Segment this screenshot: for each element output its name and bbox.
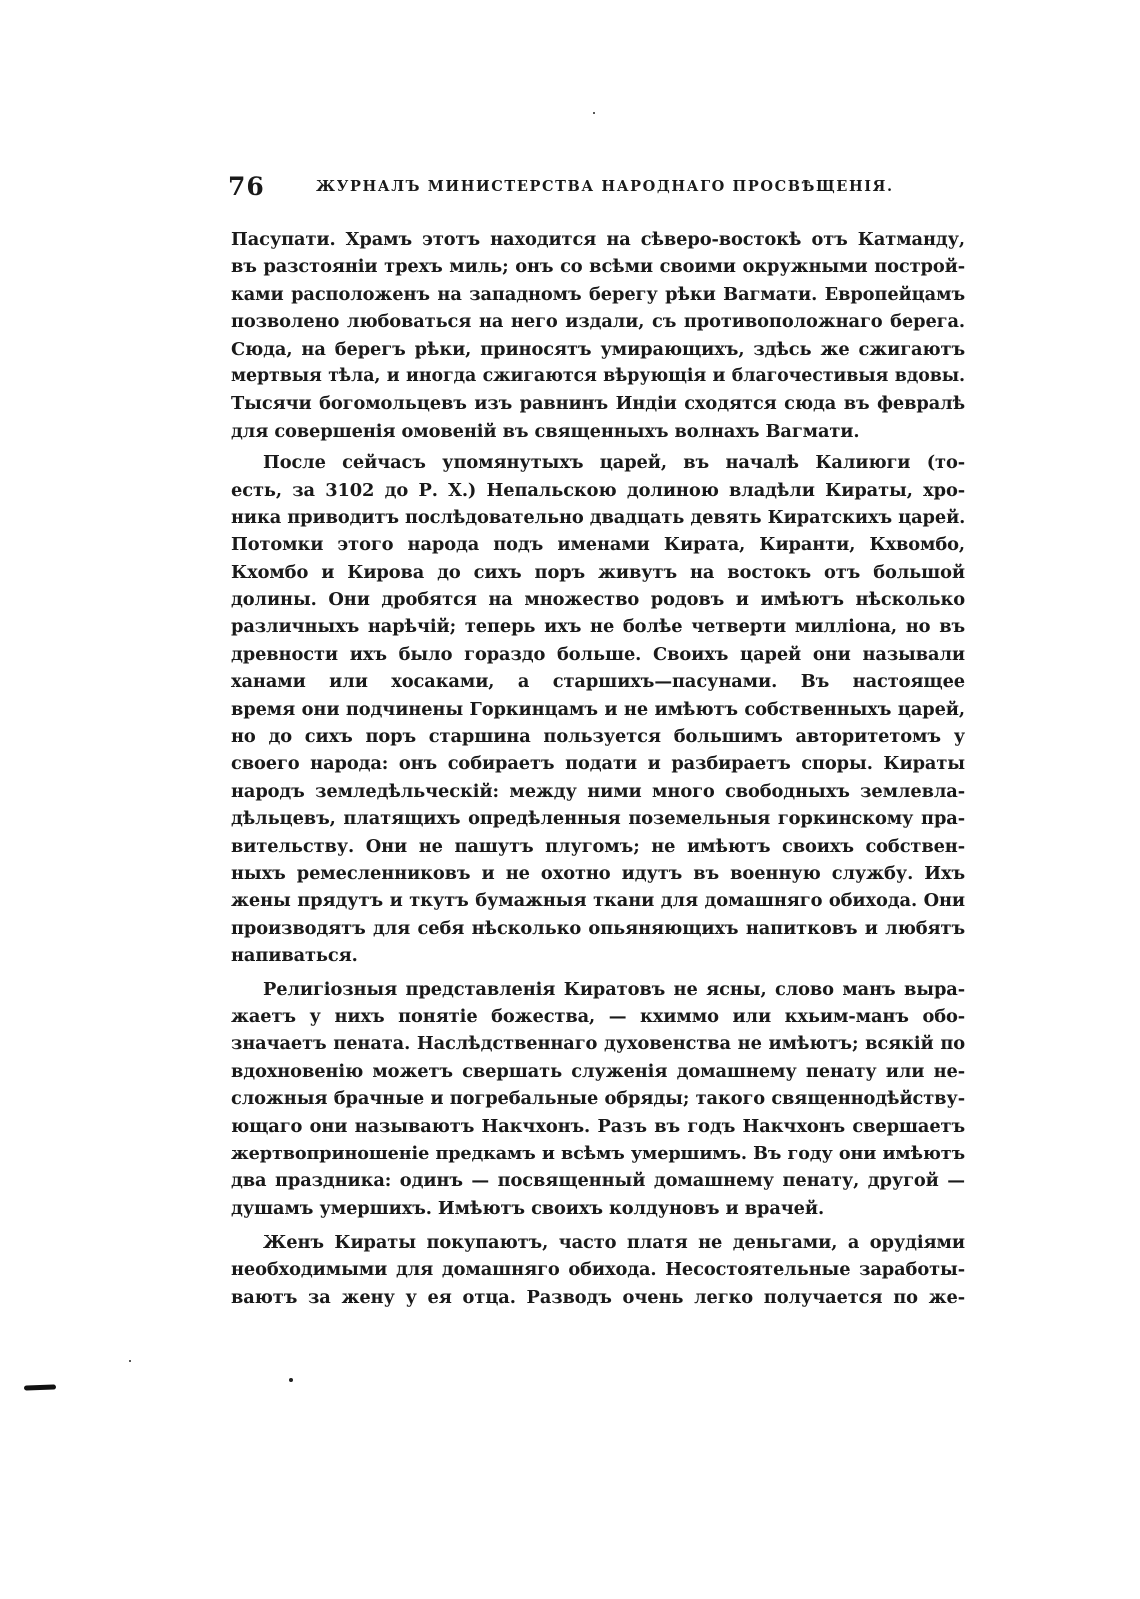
scan-speck <box>129 1360 131 1362</box>
text-line: своего народа: онъ собираетъ подати и разбираетъ споры. Кираты <box>231 753 965 775</box>
text-line: жаетъ у нихъ понятіе божества, — кхиммо или кхьим-манъ обо- <box>231 1005 965 1027</box>
text-line: различныхъ нарѣчій; теперь ихъ не болѣе четверти милліона, но въ <box>231 616 965 638</box>
text-line: время они подчинены Горкинцамъ и не имѣютъ собственныхъ царей, <box>231 698 965 720</box>
text-line: Сюда, на берегъ рѣки, приносятъ умирающихъ, здѣсь же сжигаютъ <box>231 338 965 360</box>
page-number: 76 <box>228 172 265 201</box>
text-line: ками расположенъ на западномъ берегу рѣки Вагмати. Европейцамъ <box>231 283 965 305</box>
text-line: позволено любоваться на него издали, съ противоположнаго берега. <box>231 311 965 333</box>
body-text <box>231 226 965 1311</box>
text-line: Кхомбо и Кирова до сихъ поръ живутъ на востокъ отъ большой <box>231 561 965 583</box>
text-line: жены прядутъ и ткутъ бумажныя ткани для домашняго обихода. Они <box>231 890 965 912</box>
text-line: жертвоприношеніе предкамъ и всѣмъ умершимъ. Въ году они имѣютъ <box>231 1142 965 1164</box>
scan-speck <box>289 1378 293 1382</box>
running-title: ЖУРНАЛЪ МИНИСТЕРСТВА НАРОДНАГО ПРОСВѢЩЕНІЯ. <box>316 178 894 195</box>
text-line: Религіозныя представленія Киратовъ не ясны, слово манъ выра- <box>263 978 965 1000</box>
text-line: Женъ Кираты покупаютъ, часто платя не деньгами, а орудіями <box>263 1232 965 1254</box>
text-line: Тысячи богомольцевъ изъ равнинъ Индіи сходятся сюда въ февралѣ <box>231 393 965 415</box>
text-line: вдохновенію можетъ свершать служенія домашнему пенату или не- <box>231 1060 965 1082</box>
text-line: мертвыя тѣла, и иногда сжигаются вѣрующія и благочестивыя вдовы. <box>231 365 965 386</box>
text-line: ваютъ за жену у ея отца. Разводъ очень легко получается по же- <box>231 1286 965 1308</box>
text-line: ханами или хосаками, а старшихъ—пасунами. Въ настоящее <box>231 671 965 693</box>
text-line: есть, за 3102 до Р. Х.) Непальскою долиною владѣли Кираты, хро- <box>231 479 965 501</box>
text-line: но до сихъ поръ старшина пользуется большимъ авторитетомъ у <box>231 726 965 748</box>
text-line: ника приводитъ послѣдовательно двадцать девять Киратскихъ царей. <box>231 506 966 528</box>
text-line: древности ихъ было гораздо больше. Своихъ царей они называли <box>231 643 965 665</box>
text-line: напиваться. <box>231 945 358 967</box>
text-line: значаетъ пената. Наслѣдственнаго духовенства не имѣютъ; всякій по <box>231 1033 965 1055</box>
text-line: ныхъ ремесленниковъ и не охотно идутъ въ военную службу. Ихъ <box>231 862 965 884</box>
scan-speck <box>593 112 595 114</box>
text-line: Потомки этого народа подъ именами Кирата, Киранти, Кхвомбо, <box>231 534 965 556</box>
page-header <box>228 172 962 206</box>
text-line: два праздника: одинъ — посвященный домашнему пенату, другой — <box>231 1170 965 1192</box>
text-line: ющаго они называютъ Накчхонъ. Разъ въ годъ Накчхонъ свершаетъ <box>231 1115 965 1137</box>
text-line: сложныя брачные и погребальные обряды; такого священнодѣйству- <box>231 1088 965 1110</box>
text-line: душамъ умершихъ. Имѣютъ своихъ колдуновъ и врачей. <box>231 1197 825 1219</box>
text-line: необходимыми для домашняго обихода. Несостоятельные заработы- <box>231 1259 965 1281</box>
text-line: долины. Они дробятся на множество родовъ и имѣютъ нѣсколько <box>231 589 965 611</box>
scan-edge-mark <box>24 1384 56 1390</box>
text-line: После сейчасъ упомянутыхъ царей, въ началѣ Калиюги (то- <box>263 452 965 474</box>
text-line: въ разстояніи трехъ миль; онъ со всѣми своими окружными построй- <box>231 256 965 278</box>
text-line: дѣльцевъ, платящихъ опредѣленныя поземельныя горкинскому пра- <box>231 808 965 830</box>
text-line: вительству. Они не пашутъ плугомъ; не имѣютъ своихъ собствен- <box>231 835 965 857</box>
text-line: производятъ для себя нѣсколько опьяняющихъ напитковъ и любятъ <box>231 917 965 939</box>
text-line: Пасупати. Храмъ этотъ находится на сѣверо-востокѣ отъ Катманду, <box>231 229 965 250</box>
text-line: народъ земледѣльческій: между ними много свободныхъ землевла- <box>231 780 965 802</box>
text-line: для совершенія омовеній въ священныхъ волнахъ Вагмати. <box>231 420 860 442</box>
